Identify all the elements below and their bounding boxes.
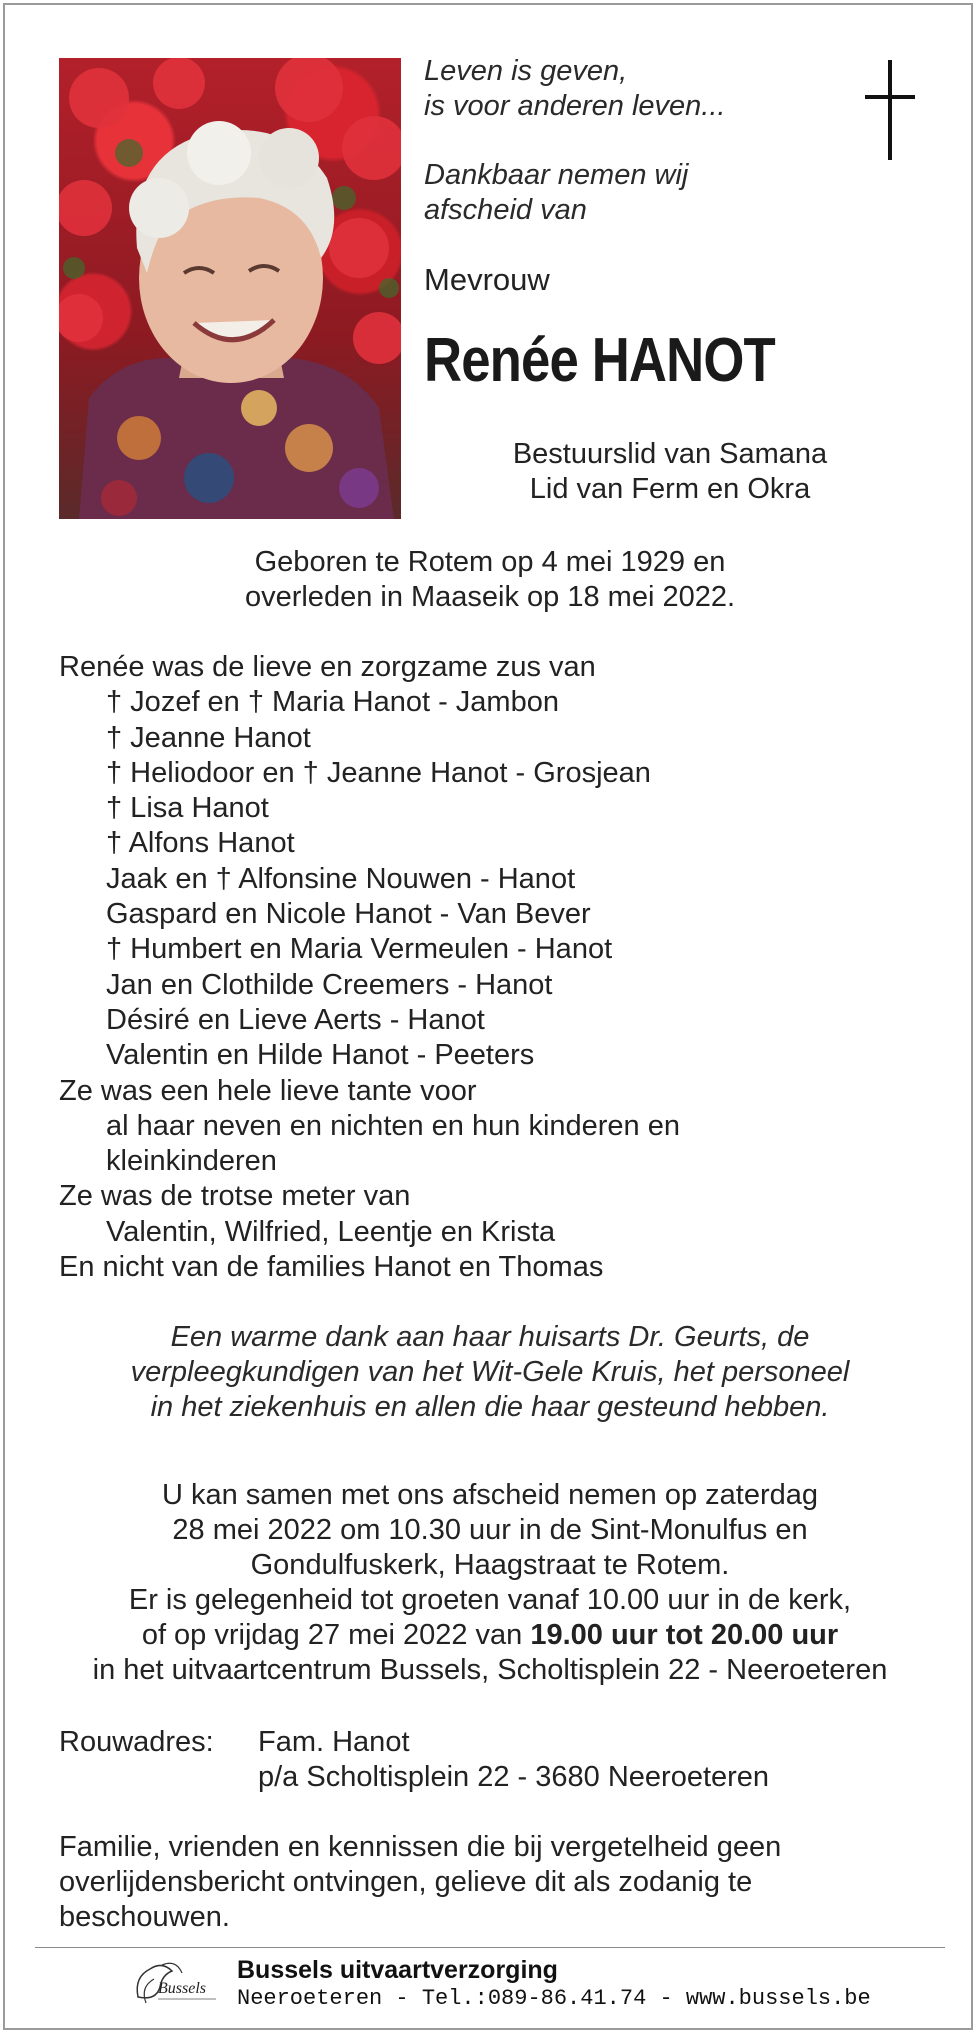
footer-contact: Neeroeteren - Tel.:089-86.41.74 - www.bussels.be bbox=[237, 1986, 871, 2011]
birth-death-info bbox=[0, 545, 980, 615]
thanks-line: verpleegkundigen van het Wit-Gele Kruis, het personeel bbox=[130, 1356, 850, 1388]
notice-line: beschouwen. bbox=[59, 1901, 230, 1933]
family-member: Jan en Clothilde Creemers - Hanot bbox=[106, 968, 553, 1001]
funeral-center-line: in het uitvaartcentrum Bussels, Scholtisplein 22 - Neeroeteren bbox=[92, 1654, 888, 1686]
family-member: Valentin en Hilde Hanot - Peeters bbox=[106, 1039, 535, 1072]
family-member: Désiré en Lieve Aerts - Hanot bbox=[106, 1003, 485, 1036]
address-label: Rouwadres: bbox=[59, 1726, 214, 1758]
deceased-name: Renée HANOT bbox=[424, 326, 775, 395]
family-member: al haar neven en nichten en hun kinderen en bbox=[106, 1109, 680, 1142]
death-line: overleden in Maaseik op 18 mei 2022. bbox=[244, 581, 736, 613]
address-line: Fam. Hanot bbox=[258, 1726, 410, 1758]
family-heading: Renée was de lieve en zorgzame zus van bbox=[59, 651, 596, 683]
family-member: Jaak en † Alfonsine Nouwen - Hanot bbox=[106, 862, 576, 895]
family-heading: Ze was een hele lieve tante voor bbox=[59, 1074, 477, 1107]
family-member: † Lisa Hanot bbox=[106, 792, 269, 825]
family-member: † Alfons Hanot bbox=[106, 827, 295, 860]
address bbox=[258, 1725, 769, 1795]
family-list bbox=[59, 650, 680, 1285]
family-heading: En nicht van de families Hanot en Thomas bbox=[59, 1251, 604, 1284]
intro-line: afscheid van bbox=[424, 194, 587, 226]
salutation: Mevrouw bbox=[424, 262, 550, 297]
visitation-hours: 19.00 uur tot 20.00 uur bbox=[530, 1619, 839, 1651]
cross-icon bbox=[855, 60, 925, 160]
ceremony-line: 28 mei 2022 om 10.30 uur in de Sint-Monulfus en bbox=[172, 1514, 808, 1546]
poem bbox=[424, 54, 725, 124]
footer-title: Bussels uitvaartverzorging bbox=[237, 1956, 558, 1984]
notice-text bbox=[59, 1830, 781, 1935]
notice-line: Familie, vrienden en kennissen die bij vergetelheid geen bbox=[59, 1831, 782, 1863]
family-member: Valentin, Wilfried, Leentje en Krista bbox=[106, 1215, 556, 1248]
family-member: † Heliodoor en † Jeanne Hanot - Grosjean bbox=[106, 756, 651, 789]
svg-text:Bussels: Bussels bbox=[158, 1980, 206, 1997]
family-heading: Ze was de trotse meter van bbox=[59, 1180, 411, 1213]
thanks-line: Een warme dank aan haar huisarts Dr. Geurts, de bbox=[170, 1321, 810, 1353]
visitation-prefix: of op vrijdag 27 mei 2022 van bbox=[141, 1619, 531, 1651]
roles bbox=[470, 437, 870, 507]
intro bbox=[424, 158, 688, 228]
ceremony-line: Gondulfuskerk, Haagstraat te Rotem. bbox=[250, 1549, 730, 1581]
family-member: kleinkinderen bbox=[106, 1145, 277, 1178]
family-member: † Humbert en Maria Vermeulen - Hanot bbox=[106, 933, 613, 966]
visitation-line bbox=[0, 1618, 980, 1653]
address-line: p/a Scholtisplein 22 - 3680 Neeroeteren bbox=[258, 1761, 770, 1793]
poem-line: is voor anderen leven... bbox=[424, 90, 726, 122]
intro-line: Dankbaar nemen wij bbox=[424, 159, 689, 191]
role-line: Lid van Ferm en Okra bbox=[529, 473, 811, 505]
family-member: † Jeanne Hanot bbox=[106, 721, 311, 754]
footer-divider bbox=[35, 1947, 945, 1948]
thanks-text bbox=[0, 1320, 980, 1425]
thanks-line: in het ziekenhuis en allen die haar gesteund hebben. bbox=[150, 1391, 830, 1423]
poem-line: Leven is geven, bbox=[424, 55, 628, 87]
bussels-logo bbox=[132, 1957, 222, 2013]
portrait-photo bbox=[59, 58, 401, 519]
ceremony-info bbox=[0, 1478, 980, 1688]
ceremony-line: Er is gelegenheid tot groeten vanaf 10.00 uur in de kerk, bbox=[128, 1584, 852, 1616]
birth-line: Geboren te Rotem op 4 mei 1929 en bbox=[254, 546, 726, 578]
ceremony-line: U kan samen met ons afscheid nemen op zaterdag bbox=[161, 1479, 819, 1511]
notice-line: overlijdensbericht ontvingen, gelieve dit als zodanig te bbox=[59, 1866, 753, 1898]
family-member: † Jozef en † Maria Hanot - Jambon bbox=[106, 686, 559, 719]
family-member: Gaspard en Nicole Hanot - Van Bever bbox=[106, 898, 591, 931]
role-line: Bestuurslid van Samana bbox=[512, 438, 828, 470]
